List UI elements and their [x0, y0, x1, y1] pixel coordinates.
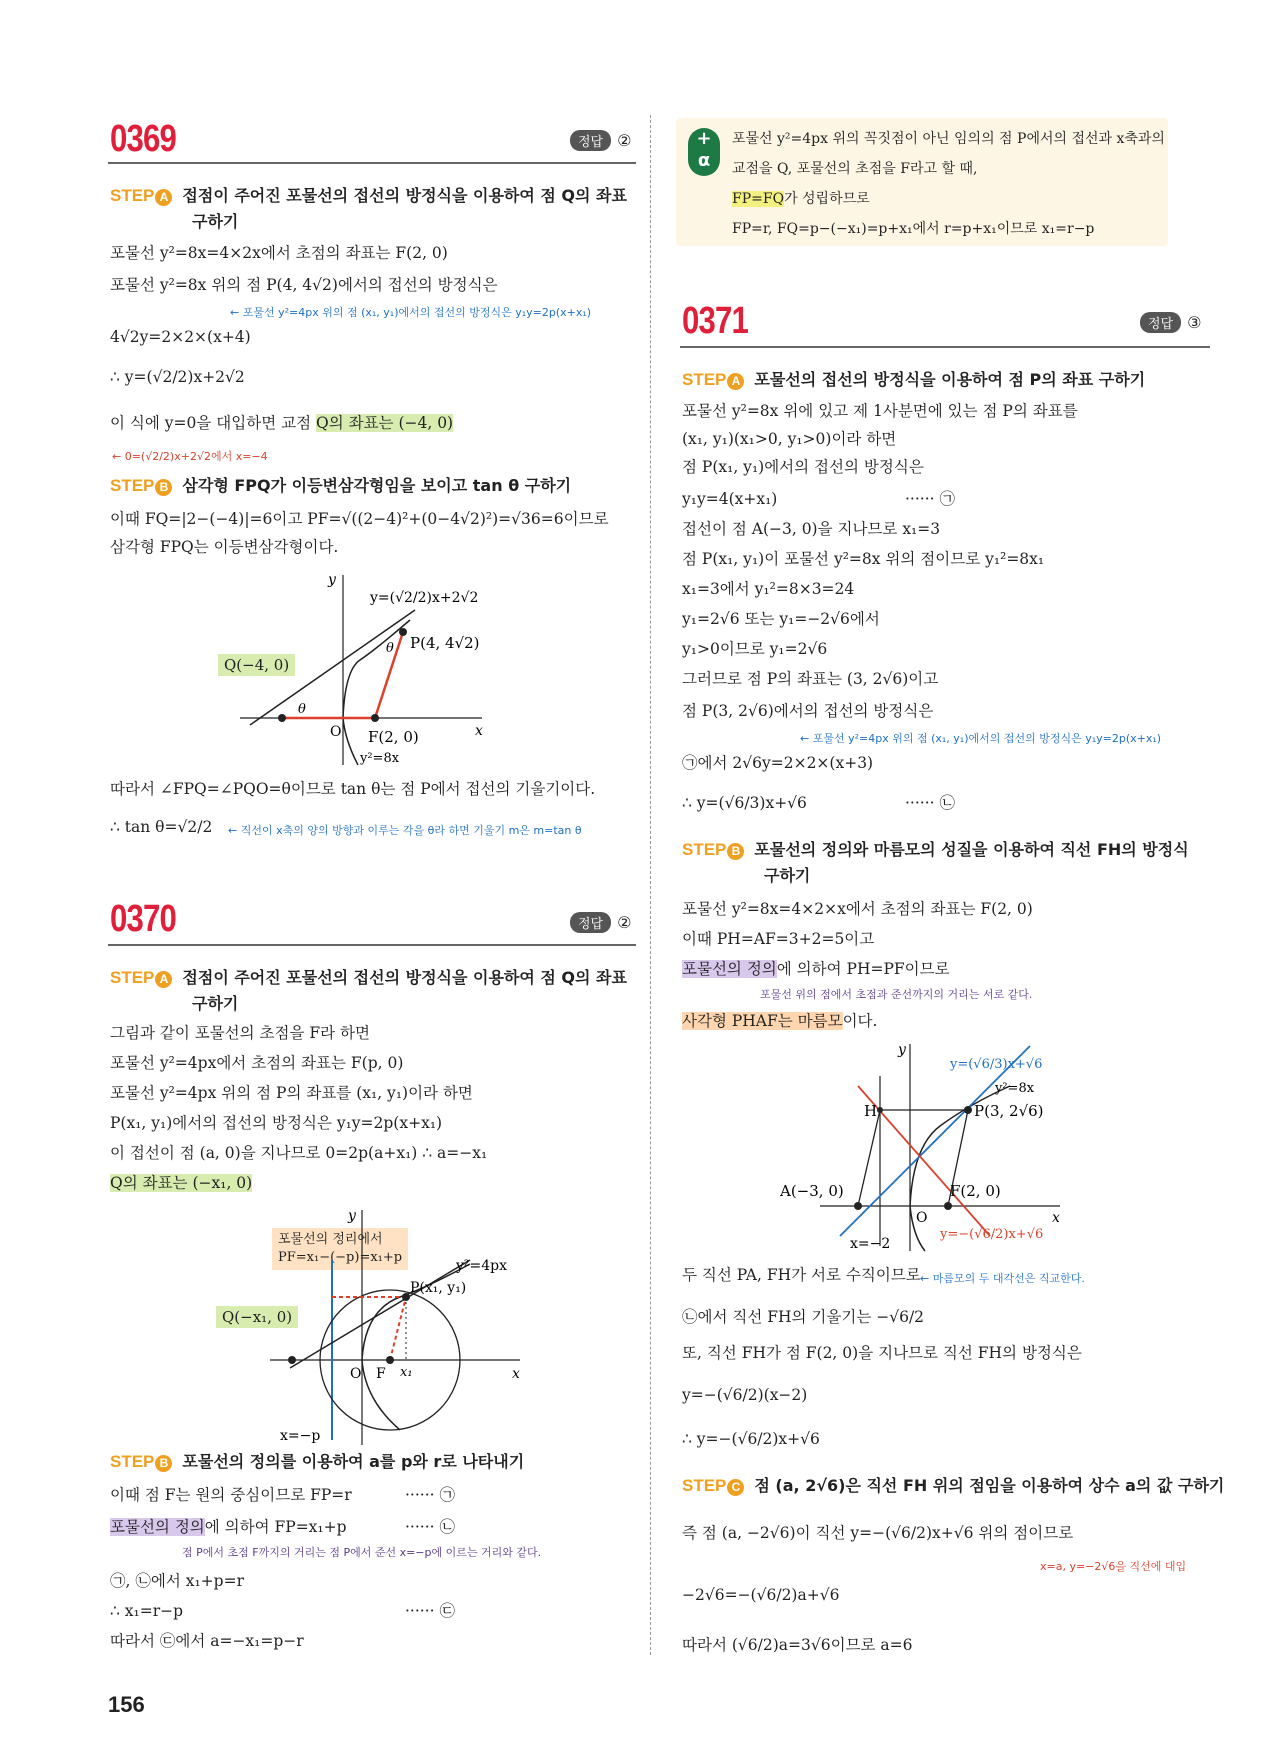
- line: y₁=2√6 또는 y₁=−2√6에서: [682, 610, 880, 628]
- step-b-371-cont: 구하기: [764, 866, 811, 885]
- line: 또, 직선 FH가 점 F(2, 0)을 지나므로 직선 FH의 방정식은: [682, 1344, 1082, 1362]
- label-eq2: y=−(√6/2)x+√6: [940, 1227, 1044, 1242]
- line: 즉 점 (a, −2√6)이 직선 y=−(√6/2)x+√6 위의 점이므로: [682, 1524, 1074, 1542]
- section-rule: [108, 944, 636, 946]
- fig-box-370: 포물선의 정리에서 PF=x₁−(−p)=x₁+p: [272, 1228, 408, 1270]
- marker: ······ ㉠: [905, 490, 955, 508]
- parabola: [343, 620, 410, 718]
- plus-alpha-icon: + α: [688, 128, 720, 176]
- tip-line: 교점을 Q, 포물선의 초점을 F라고 할 때,: [732, 161, 978, 177]
- label-p: P(3, 2√6): [974, 1102, 1044, 1120]
- step-a-369: STEP A 접점이 주어진 포물선의 접선의 방정식을 이용하여 점 Q의 좌표: [110, 186, 627, 205]
- line: −2√6=−(√6/2)a+√6: [682, 1586, 840, 1604]
- tangent-line: [840, 1046, 1030, 1236]
- tip-line: 포물선 y²=4px 위의 꼭짓점이 아닌 임의의 점 P에서의 접선과 x축과의: [732, 131, 1165, 147]
- line: 포물선 y²=8x 위의 점 P(4, 4√2)에서의 접선의 방정식은: [110, 276, 498, 294]
- label-x: x: [475, 723, 483, 739]
- step-b-369: STEP B 삼각형 FPQ가 이등변삼각형임을 보이고 tan θ 구하기: [110, 476, 572, 495]
- point-f: [386, 1356, 394, 1364]
- label-a: A(−3, 0): [780, 1182, 844, 1200]
- note: ← 직선이 x축의 양의 방향과 이루는 각을 θ라 하면 기울기 m은 m=tan θ: [228, 824, 582, 837]
- line: x₁=3에서 y₁²=8×3=24: [682, 580, 855, 598]
- marker: ······ ㉡: [405, 1518, 455, 1536]
- line: ㉠에서 2√6y=2×2×(x+3): [682, 754, 874, 772]
- line: 포물선 y²=8x 위에 있고 제 1사분면에 있는 점 P의 좌표를: [682, 402, 1078, 420]
- line: ∴ y=−(√6/2)x+√6: [682, 1430, 820, 1448]
- line: ㉠, ㉡에서 x₁+p=r: [110, 1572, 244, 1590]
- line: 4√2y=2×2×(x+4): [110, 328, 251, 346]
- answer-tag: 정답: [570, 130, 611, 151]
- point-q: [288, 1356, 296, 1364]
- label-theta-2: θ: [386, 641, 394, 656]
- tip-line: FP=FQ가 성립하므로: [732, 191, 870, 207]
- note: ← 포물선 y²=4px 위의 점 (x₁, y₁)에서의 접선의 방정식은 y₁y=2p(x+x₁): [230, 306, 592, 319]
- line: 포물선 y²=4px 위의 점 P의 좌표를 (x₁, y₁)이라 하면: [110, 1084, 473, 1102]
- note: x=a, y=−2√6을 직선에 대입: [1040, 1560, 1187, 1573]
- line: 접선이 점 A(−3, 0)을 지나므로 x₁=3: [682, 520, 941, 538]
- line: y=−(√6/2)(x−2): [682, 1386, 808, 1404]
- point-h: [877, 1107, 883, 1113]
- label-parabola: y²=4px: [456, 1258, 508, 1274]
- step-label: STEP A: [110, 186, 172, 205]
- line: y₁y=4(x+x₁): [682, 490, 778, 508]
- label-o: O: [330, 724, 342, 740]
- line: ∴ x₁=r−p: [110, 1602, 184, 1620]
- label-x: x: [1052, 1210, 1060, 1226]
- label-y: y: [348, 1208, 356, 1224]
- step-a-369-cont: 구하기: [192, 212, 239, 231]
- label-q: Q(−4, 0): [218, 654, 295, 676]
- section-rule: [108, 162, 636, 164]
- note: ← 포물선 y²=4px 위의 점 (x₁, y₁)에서의 접선의 방정식은 y₁y=2p(x+x₁): [800, 732, 1162, 745]
- line: Q의 좌표는 (−x₁, 0): [110, 1174, 253, 1192]
- label-x1: x₁: [400, 1365, 413, 1380]
- line: (x₁, y₁)(x₁>0, y₁>0)이라 하면: [682, 430, 897, 448]
- line: 이때 점 F는 원의 중심이므로 FP=r: [110, 1486, 352, 1504]
- column-divider: [650, 115, 651, 1655]
- line: 점 P(x₁, y₁)에서의 접선의 방정식은: [682, 458, 924, 476]
- label-f: F: [376, 1366, 386, 1382]
- label-theta-1: θ: [298, 702, 306, 717]
- line: 따라서 ㉢에서 a=−x₁=p−r: [110, 1632, 304, 1650]
- point-q: [278, 714, 286, 722]
- note: 점 P에서 초점 F까지의 거리는 점 P에서 준선 x=−p에 이르는 거리와 같다.: [182, 1546, 542, 1559]
- line: y₁>0이므로 y₁=2√6: [682, 640, 828, 658]
- line: 이때 PH=AF=3+2=5이고: [682, 930, 875, 948]
- line: 이때 FQ=|2−(−4)|=6이고 PF=√((2−4)²+(0−4√2)²)=√36=6이므로: [110, 510, 609, 528]
- line: 따라서 (√6/2)a=3√6이므로 a=6: [682, 1636, 913, 1654]
- problem-number-0371: 0371: [682, 300, 749, 342]
- line: 이 접선이 점 (a, 0)을 지나므로 0=2p(a+x₁) ∴ a=−x₁: [110, 1144, 488, 1162]
- line: 포물선의 정의에 의하여 FP=x₁+p: [110, 1518, 347, 1536]
- label-eq: y=(√2/2)x+2√2: [370, 590, 479, 606]
- point-f: [944, 1202, 952, 1210]
- problem-number-0369: 0369: [110, 118, 177, 160]
- line: 포물선 y²=8x=4×2×x에서 초점의 좌표는 F(2, 0): [682, 900, 1033, 918]
- line: 포물선 y²=8x=4×2x에서 초점의 좌표는 F(2, 0): [110, 244, 448, 262]
- answer-value: ②: [617, 131, 632, 150]
- parabola: [362, 1264, 470, 1360]
- label-q: Q(−x₁, 0): [216, 1306, 298, 1328]
- line: ∴ tan θ=√2/2: [110, 818, 213, 836]
- line: 점 P(x₁, y₁)이 포물선 y²=8x 위의 점이므로 y₁²=8x₁: [682, 550, 1045, 568]
- note: ← 0=(√2/2)x+2√2에서 x=−4: [112, 450, 268, 463]
- line: 삼각형 FPQ는 이등변삼각형이다.: [110, 538, 339, 556]
- label-directrix: x=−p: [280, 1428, 321, 1444]
- step-a-370-cont: 구하기: [192, 994, 239, 1013]
- answer-0369: [570, 130, 631, 151]
- note: 포물선 위의 점에서 초점과 준선까지의 거리는 서로 같다.: [760, 988, 1033, 1001]
- line: 따라서 ∠FPQ=∠PQO=θ이므로 tan θ는 점 P에서 접선의 기울기이다.: [110, 780, 596, 798]
- label-directrix: x=−2: [850, 1236, 891, 1252]
- line: 이 식에 y=0을 대입하면 교점 Q의 좌표는 (−4, 0): [110, 414, 454, 432]
- label-f: F(2, 0): [368, 728, 419, 746]
- answer-0371: 정답 ③: [1140, 312, 1201, 333]
- label-o: O: [916, 1210, 928, 1226]
- label-p: P(4, 4√2): [410, 634, 480, 652]
- tip-line: FP=r, FQ=p−(−x₁)=p+x₁에서 r=p+x₁이므로 x₁=r−p: [732, 221, 1095, 237]
- answer-0370: 정답 ②: [570, 912, 631, 933]
- step-b-370: STEP B 포물선의 정의를 이용하여 a를 p와 r로 나타내기: [110, 1452, 525, 1471]
- label-o: O: [350, 1366, 362, 1382]
- label-y: y: [328, 572, 336, 588]
- label-p: P(x₁, y₁): [410, 1280, 467, 1296]
- marker: ······ ㉢: [405, 1602, 455, 1620]
- label-parabola: y²=8x: [995, 1081, 1035, 1096]
- label-eq1: y=(√6/3)x+√6: [950, 1057, 1043, 1072]
- line: ∴ y=(√6/3)x+√6: [682, 794, 807, 812]
- point-f: [371, 714, 379, 722]
- problem-number-0370: 0370: [110, 898, 177, 940]
- marker: ······ ㉡: [905, 794, 955, 812]
- point-a: [854, 1202, 862, 1210]
- figure-371: [780, 1036, 1100, 1256]
- line: 그러므로 점 P의 좌표는 (3, 2√6)이고: [682, 670, 939, 688]
- label-f: F(2, 0): [950, 1182, 1001, 1200]
- line: 포물선 y²=4px에서 초점의 좌표는 F(p, 0): [110, 1054, 404, 1072]
- line: 사각형 PHAF는 마름모이다.: [682, 1012, 878, 1030]
- point-p: [399, 628, 407, 636]
- step-a-370: STEP A 접점이 주어진 포물선의 접선의 방정식을 이용하여 점 Q의 좌표: [110, 968, 627, 987]
- section-rule: [680, 346, 1210, 348]
- point-p: [964, 1106, 972, 1114]
- point-p: [402, 1293, 410, 1301]
- page-number: 156: [108, 1692, 145, 1717]
- line: P(x₁, y₁)에서의 접선의 방정식은 y₁y=2p(x+x₁): [110, 1114, 443, 1132]
- label-h: H: [864, 1102, 878, 1120]
- line: ∴ y=(√2/2)x+2√2: [110, 368, 245, 386]
- line: 포물선의 정의에 의하여 PH=PF이므로: [682, 960, 950, 978]
- step-b-371: STEP B 포물선의 정의와 마름모의 성질을 이용하여 직선 FH의 방정식: [682, 840, 1189, 859]
- step-c-371: STEP C 점 (a, 2√6)은 직선 FH 위의 점임을 이용하여 상수 a의 값 구하기: [682, 1476, 1225, 1495]
- label-x: x: [512, 1366, 520, 1382]
- label-parabola: y²=8x: [360, 751, 400, 766]
- segment-ha: [858, 1110, 880, 1206]
- note: ← 마름모의 두 대각선은 직교한다.: [920, 1272, 1085, 1285]
- line: 두 직선 PA, FH가 서로 수직이므로: [682, 1266, 921, 1284]
- line: 점 P(3, 2√6)에서의 접선의 방정식은: [682, 702, 934, 720]
- marker: ······ ㉠: [405, 1486, 455, 1504]
- step-a-371: STEP A 포물선의 접선의 방정식을 이용하여 점 P의 좌표 구하기: [682, 370, 1146, 389]
- line: 그림과 같이 포물선의 초점을 F라 하면: [110, 1024, 370, 1042]
- label-y: y: [898, 1042, 906, 1058]
- line: ㉡에서 직선 FH의 기울기는 −√6/2: [682, 1308, 925, 1326]
